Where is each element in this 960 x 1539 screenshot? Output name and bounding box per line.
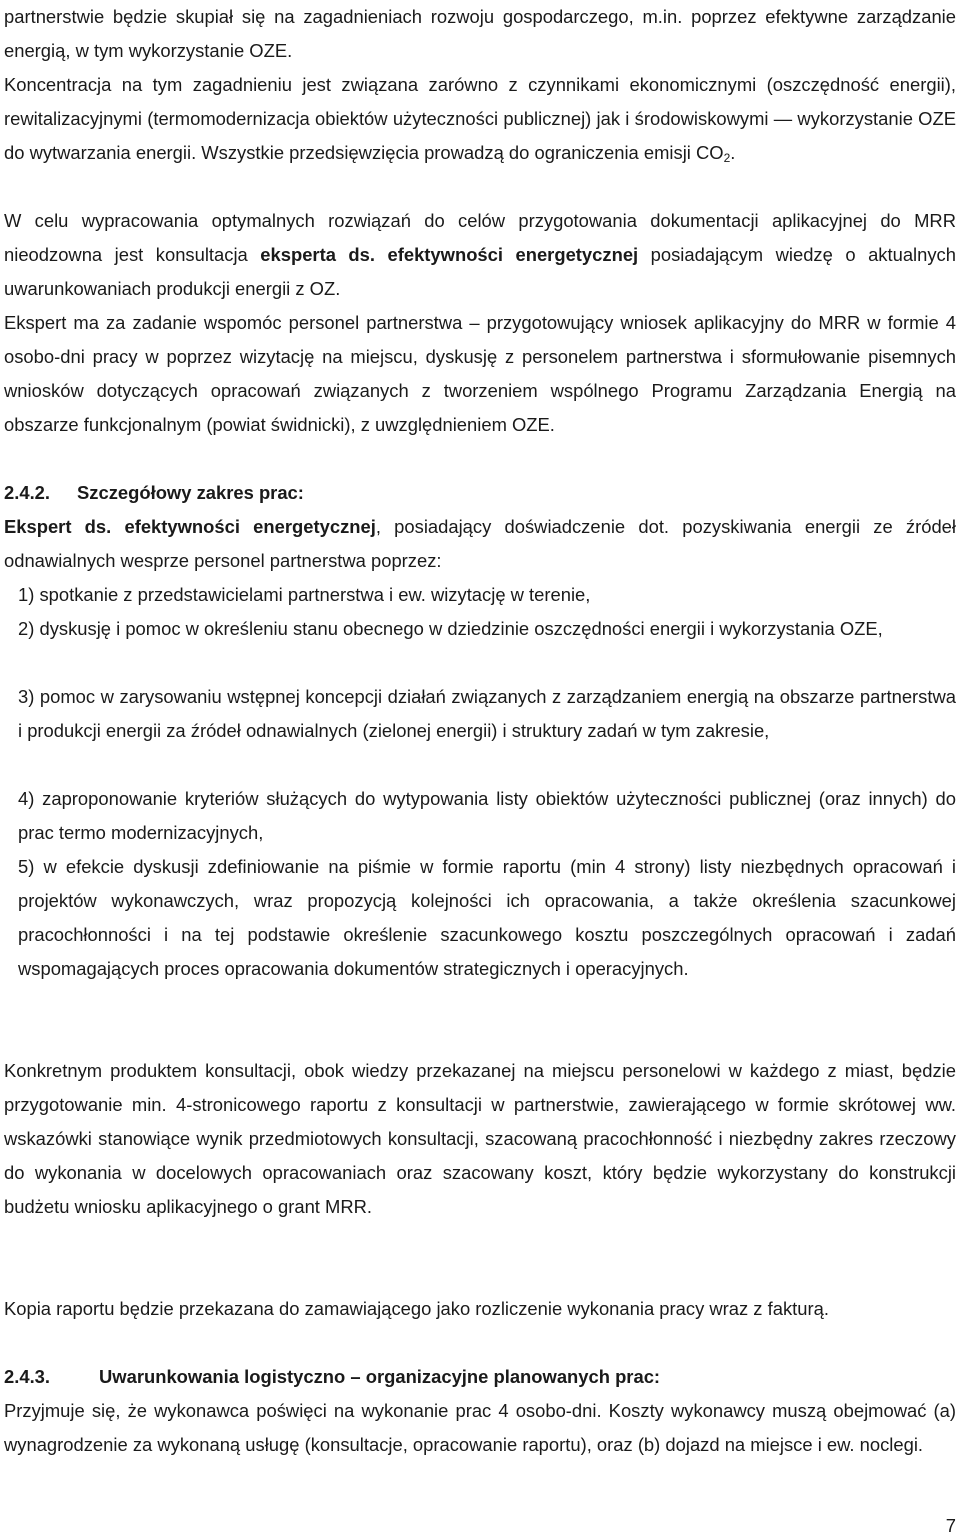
paragraph-expert-scope	[4, 510, 956, 578]
section-heading-2-4-3	[4, 1360, 660, 1394]
paragraph-concentration-text: Koncentracja na tym zagadnieniu jest związana zarówno z czynnikami ekonomicznymi (oszczędność energii), rewitalizacyjnymi (termomodernizacja obiektów użyteczności publicznej) jak i środowiskowymi — wykorzystanie OZE do wytwarzania energii. Wszystkie przedsięwzięcia prowadzą do ograniczenia emisji CO	[4, 74, 956, 163]
list-item	[18, 612, 956, 646]
list-item-text: 2) dyskusję i pomoc w określeniu stanu obecnego w dziedzinie oszczędności energii i wykorzystania OZE,	[18, 618, 883, 639]
paragraph-consultation-text-c: posiadającym wiedzę o aktualnych uwarunkowaniach produkcji energii z OZ.	[4, 244, 956, 299]
section-title: Szczegółowy zakres prac:	[77, 482, 304, 503]
paragraph-report-copy	[4, 1292, 956, 1326]
paragraph-concentration	[4, 68, 956, 170]
list-item	[18, 782, 956, 850]
paragraph-product-text: Konkretnym produktem konsultacji, obok wiedzy przekazanej na miejscu personelowi w każdego z miast, będzie przygotowanie min. 4-stronicowego raportu z konsultacji w partnerstwie, zawierającego w formie skrótowej ww. wskazówki stanowiące wynik przedmiotowych konsultacji, szacowaną pracochłonność i niezbędny zakres rzeczowy do wykonania w docelowych opracowaniach oraz szacowany koszt, który będzie wykorzystany do konstrukcji budżetu wniosku aplikacyjnego o grant MRR.	[4, 1060, 956, 1217]
co2-subscript: 2	[723, 151, 731, 165]
expert-title-bold: Ekspert ds. efektywności energetycznej	[4, 516, 376, 537]
section-title: Uwarunkowania logistyczno – organizacyjne planowanych prac:	[99, 1366, 661, 1387]
paragraph-logistics	[4, 1394, 956, 1462]
paragraph-intro-text: partnerstwie będzie skupiał się na zagadnieniach rozwoju gospodarczego, m.in. poprzez efektywne zarządzanie energią, w tym wykorzystanie OZE.	[4, 6, 956, 61]
paragraph-intro	[4, 0, 956, 68]
section-number: 2.4.3.	[4, 1366, 51, 1387]
paragraph-expert-scope-text: , posiadający doświadczenie dot. pozyskiwania energii ze źródeł odnawialnych wesprze personel partnerstwa poprzez:	[4, 516, 956, 571]
list-item-text: 1) spotkanie z przedstawicielami partnerstwa i ew. wizytację w terenie,	[18, 584, 591, 605]
paragraph-expert-task	[4, 306, 956, 442]
paragraph-concentration-end: .	[730, 142, 736, 163]
paragraph-consultation	[4, 204, 956, 306]
list-item-text: 3) pomoc w zarysowaniu wstępnej koncepcji działań związanych z zarządzaniem energią na obszarze partnerstwa i produkcji energii za źródeł odnawialnych (zielonej energii) i struktury zadań w tym zakresie,	[18, 686, 956, 741]
page-number: 7	[945, 1515, 956, 1536]
paragraph-report-copy-text: Kopia raportu będzie przekazana do zamawiającego jako rozliczenie wykonania pracy wraz z fakturą.	[4, 1298, 829, 1319]
section-number: 2.4.2.	[4, 482, 51, 503]
paragraph-expert-task-text: Ekspert ma za zadanie wspomóc personel partnerstwa – przygotowujący wniosek aplikacyjny do MRR w formie 4 osobo-dni pracy w poprzez wizytację na miejscu, dyskusję z personelem partnerstwa i sformułowanie pisemnych wniosków dotyczących opracowań związanych z tworzeniem wspólnego Programu Zarządzania Energią na obszarze funkcjonalnym (powiat świdnicki), z uwzględnieniem OZE.	[4, 312, 956, 435]
paragraph-logistics-text: Przyjmuje się, że wykonawca poświęci na wykonanie prac 4 osobo-dni. Koszty wykonawcy muszą obejmować (a) wynagrodzenie za wykonaną usługę (konsultacje, opracowanie raportu), oraz (b) dojazd na miejsce i ew. noclegi.	[4, 1400, 956, 1455]
expert-title-bold: eksperta ds. efektywności energetycznej	[260, 244, 639, 265]
list-item-text: 5) w efekcie dyskusji zdefiniowanie na piśmie w formie raportu (min 4 strony) listy niezbędnych opracowań i projektów wykonawczych, wraz propozycją kolejności ich opracowania, a także określenia szacunkowej pracochłonności i na tej podstawie określenie szacunkowego kosztu poszczególnych opracowań i zadań wspomagających proces opracowania dokumentów strategicznych i operacyjnych.	[18, 856, 956, 979]
paragraph-consultation-text-a: W celu wypracowania optymalnych rozwiązań do celów przygotowania dokumentacji aplikacyjnej do MRR nieodzowna jest konsultacja	[4, 210, 956, 265]
list-item	[18, 850, 956, 986]
list-item	[18, 680, 956, 748]
section-heading-2-4-2	[4, 476, 304, 510]
paragraph-product	[4, 1054, 956, 1224]
list-item-text: 4) zaproponowanie kryteriów służących do wytypowania listy obiektów użyteczności publicznej (oraz innych) do prac termo modernizacyjnych,	[18, 788, 956, 843]
list-item	[18, 578, 956, 612]
